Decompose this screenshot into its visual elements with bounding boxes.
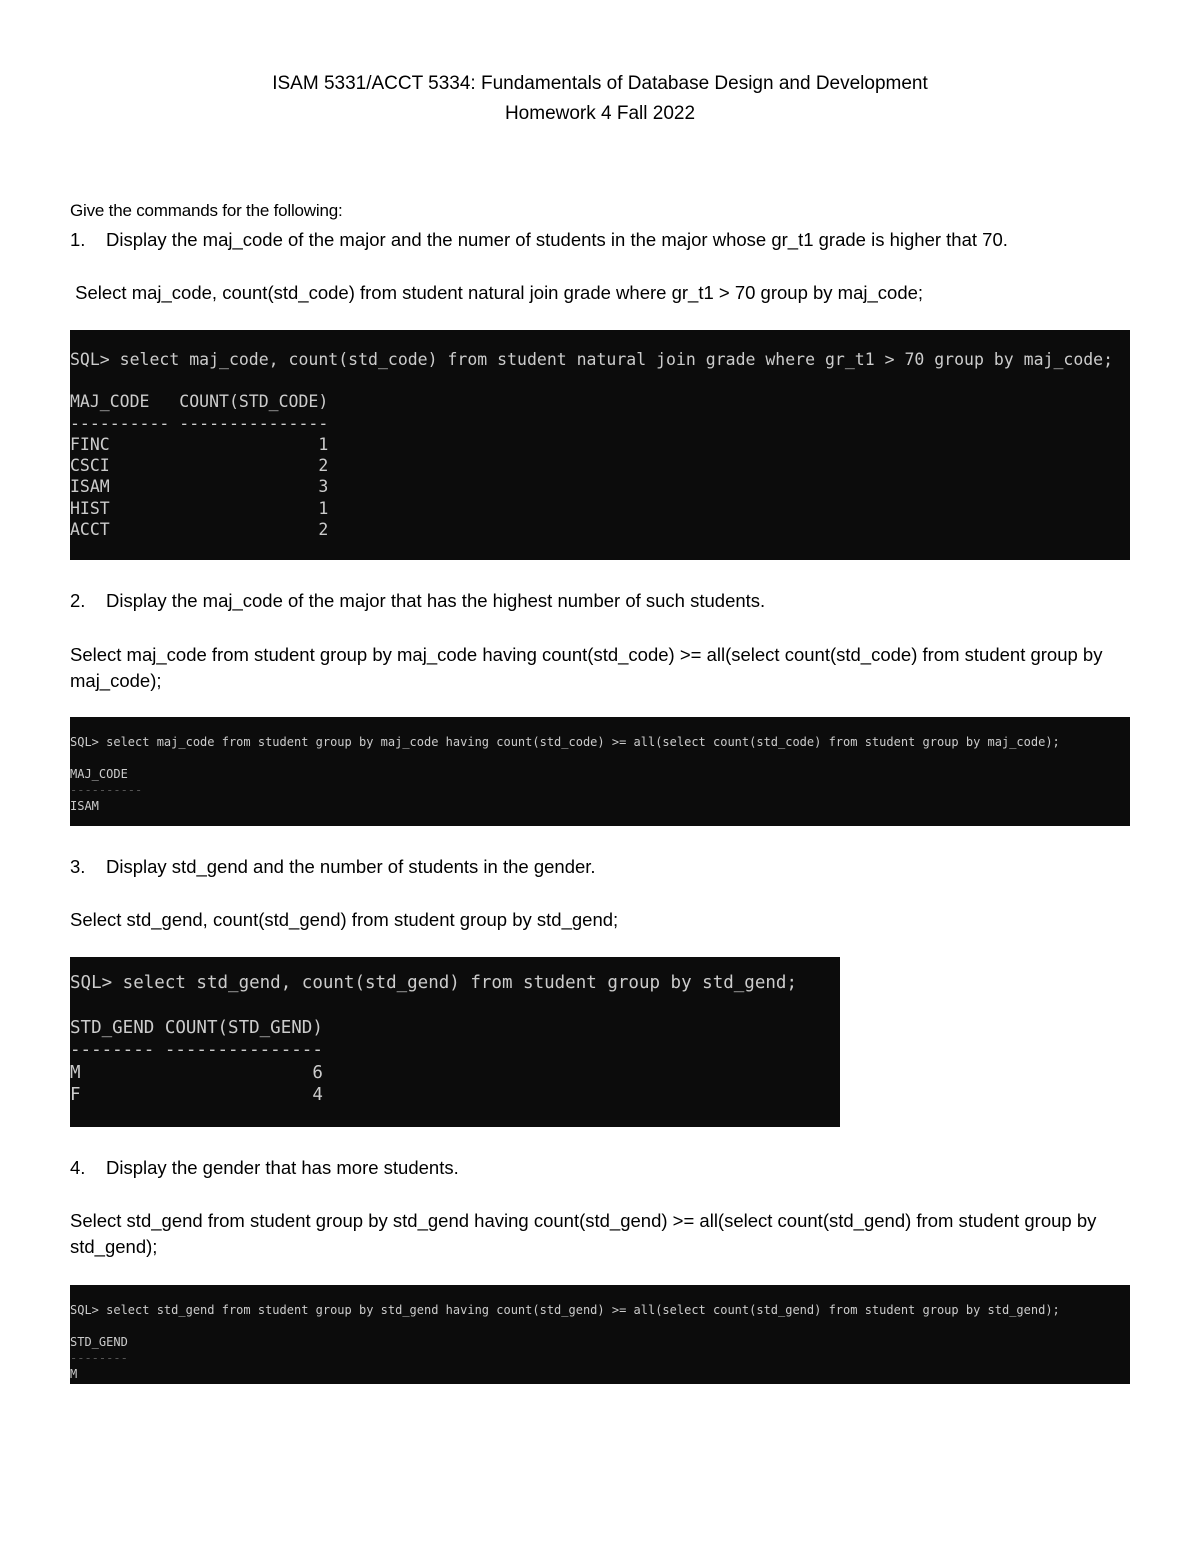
result-row: ACCT 2 xyxy=(70,520,329,540)
answer-1: Select maj_code, count(std_code) from student natural join grade where gr_t1 > 70 group by maj_code; xyxy=(70,282,924,303)
question-text: Display std_gend and the number of students in the gender. xyxy=(106,856,596,877)
answer-3: Select std_gend, count(std_gend) from student group by std_gend; xyxy=(70,909,619,930)
sql-command: SQL> select std_gend, count(std_gend) from student group by std_gend; xyxy=(70,973,797,993)
question-4 xyxy=(70,1156,459,1180)
result-row: M 6 xyxy=(70,1062,323,1083)
result-header: MAJ_CODE xyxy=(70,767,128,781)
answer-4: Select std_gend from student group by std_gend having count(std_gend) >= all(select count(std_gend) from student group by std_gend); xyxy=(70,1210,1097,1257)
question-number: 1. xyxy=(70,229,86,250)
question-number: 3. xyxy=(70,856,86,877)
result-row: CSCI 2 xyxy=(70,456,329,476)
answer-2: Select maj_code from student group by maj_code having count(std_code) >= all(select count(std_code) from student group by maj_code); xyxy=(70,644,1103,691)
result-row: HIST 1 xyxy=(70,498,329,518)
question-text: Display the maj_code of the major and the numer of students in the major whose gr_t1 grade is higher that 70. xyxy=(106,229,1008,250)
terminal-output-1 xyxy=(70,330,1130,560)
question-number: 4. xyxy=(70,1157,86,1178)
result-header: STD_GEND COUNT(STD_GEND) xyxy=(70,1017,323,1038)
sql-command: SQL> select maj_code from student group by maj_code having count(std_code) >= all(select count(std_code) from student group by maj_code); xyxy=(70,735,1060,749)
result-row: M xyxy=(70,1367,78,1381)
instructions: Give the commands for the following: xyxy=(70,201,343,220)
sql-command: SQL> select std_gend from student group by std_gend having count(std_gend) >= all(select count(std_gend) from student group by std_gend); xyxy=(70,1303,1060,1317)
question-3 xyxy=(70,855,596,879)
result-header: MAJ_CODE COUNT(STD_CODE) xyxy=(70,392,329,412)
question-text: Display the maj_code of the major that has the highest number of such students. xyxy=(106,590,766,611)
result-separator: ---------- --------------- xyxy=(70,413,329,433)
assignment-title: Homework 4 Fall 2022 xyxy=(504,103,696,124)
question-text: Display the gender that has more students. xyxy=(106,1157,459,1178)
result-separator: -------- --------------- xyxy=(70,1040,323,1060)
result-row: FINC 1 xyxy=(70,434,329,454)
terminal-output-4 xyxy=(70,1285,1130,1384)
terminal-output-3 xyxy=(70,957,840,1127)
question-2 xyxy=(70,589,765,613)
result-header: STD_GEND xyxy=(70,1335,128,1349)
result-row: ISAM 3 xyxy=(70,477,329,497)
question-1 xyxy=(70,228,1008,252)
result-separator: -------- xyxy=(70,1351,128,1365)
course-title: ISAM 5331/ACCT 5334: Fundamentals of Database Design and Development xyxy=(272,73,928,94)
result-separator: ---------- xyxy=(70,783,143,797)
sql-command: SQL> select maj_code, count(std_code) from student natural join grade where gr_t1 > 70 group by maj_code; xyxy=(70,350,1114,369)
result-row: F 4 xyxy=(70,1085,323,1105)
terminal-output-2 xyxy=(70,717,1130,826)
result-row: ISAM xyxy=(70,799,99,813)
question-number: 2. xyxy=(70,590,86,611)
